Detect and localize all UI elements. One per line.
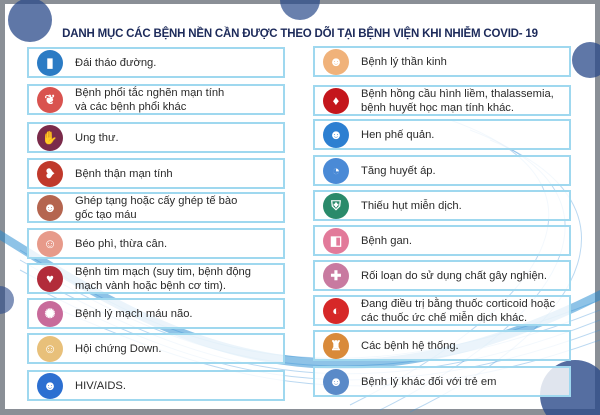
list-item bbox=[313, 366, 571, 397]
immune-shield-icon: ⛨ bbox=[323, 193, 349, 219]
child-organs-icon: ☻ bbox=[323, 369, 349, 395]
list-item bbox=[27, 370, 285, 401]
kidney-icon: ❥ bbox=[37, 161, 63, 187]
inhaler-icon: ☻ bbox=[323, 122, 349, 148]
brain-icon: ✺ bbox=[37, 301, 63, 327]
list-item-label: Ung thư. bbox=[75, 131, 119, 144]
list-item bbox=[313, 85, 571, 116]
list-item-label: Bệnh phổi tắc nghẽn mạn tính và các bệnh phổi khác bbox=[75, 86, 225, 113]
list-item-label: Rối loạn do sử dụng chất gây nghiện. bbox=[361, 269, 547, 282]
blood-pressure-icon: ◔ bbox=[323, 158, 349, 184]
addiction-head-icon: ✚ bbox=[323, 263, 349, 289]
heart-icon: ♥ bbox=[37, 266, 63, 292]
list-item-label: Bệnh gan. bbox=[361, 234, 413, 247]
head-neuro-icon: ☻ bbox=[323, 49, 349, 75]
list-item-label: HIV/AIDS. bbox=[75, 379, 126, 392]
page-title: DANH MỤC CÁC BỆNH NỀN CẦN ĐƯỢC THEO DÕI TẠI BỆNH VIỆN KHI NHIỄM COVID- 19 bbox=[62, 28, 538, 40]
blood-drop-icon: ♦ bbox=[323, 88, 349, 114]
list-item-label: Ghép tạng hoặc cấy ghép tế bào gốc tạo máu bbox=[75, 194, 238, 221]
list-item bbox=[27, 192, 285, 223]
list-item-label: Béo phì, thừa cân. bbox=[75, 237, 168, 250]
list-item-label: Hội chứng Down. bbox=[75, 342, 162, 355]
cancer-hand-icon: ✋ bbox=[37, 125, 63, 151]
organ-transplant-icon: ☻ bbox=[37, 195, 63, 221]
list-item bbox=[27, 228, 285, 259]
hiv-ribbon-icon: ☻ bbox=[37, 373, 63, 399]
list-item bbox=[27, 263, 285, 294]
list-item bbox=[27, 298, 285, 329]
list-item-label: Các bệnh hệ thống. bbox=[361, 339, 459, 352]
list-item bbox=[313, 190, 571, 221]
list-item bbox=[313, 295, 571, 326]
list-item bbox=[27, 84, 285, 115]
list-item bbox=[27, 47, 285, 78]
list-item-label: Bệnh lý khác đối với trẻ em bbox=[361, 375, 497, 388]
list-item bbox=[313, 225, 571, 256]
child-face-icon: ☺ bbox=[37, 336, 63, 362]
list-item bbox=[27, 158, 285, 189]
list-item bbox=[313, 330, 571, 361]
list-item-label: Bệnh hồng cầu hình liềm, thalassemia, bệnh huyết học mạn tính khác. bbox=[361, 87, 554, 114]
list-item-label: Bệnh lý mạch máu não. bbox=[75, 307, 193, 320]
list-item-label: Hen phế quản. bbox=[361, 128, 435, 141]
lungs-icon: ❦ bbox=[37, 87, 63, 113]
list-item bbox=[313, 46, 571, 77]
list-item-label: Bệnh tim mạch (suy tim, bệnh động mạch vành hoặc bệnh cơ tim). bbox=[75, 265, 251, 292]
list-item bbox=[27, 122, 285, 153]
list-item bbox=[313, 155, 571, 186]
list-item bbox=[313, 260, 571, 291]
list-item bbox=[313, 119, 571, 150]
list-item-label: Thiếu hụt miễn dịch. bbox=[361, 199, 462, 212]
list-item-label: Tăng huyết áp. bbox=[361, 164, 436, 177]
obesity-icon: ☺ bbox=[37, 231, 63, 257]
glucose-meter-icon: ▮ bbox=[37, 50, 63, 76]
liver-icon: ◧ bbox=[323, 228, 349, 254]
list-item bbox=[27, 333, 285, 364]
list-item-label: Đái tháo đường. bbox=[75, 56, 157, 69]
body-systems-icon: ♜ bbox=[323, 333, 349, 359]
pill-icon: ◐ bbox=[323, 298, 349, 324]
list-item-label: Bệnh thận mạn tính bbox=[75, 167, 173, 180]
list-item-label: Bệnh lý thần kinh bbox=[361, 55, 447, 68]
list-item-label: Đang điều trị bằng thuốc corticoid hoặc các thuốc ức chế miễn dịch khác. bbox=[361, 297, 556, 324]
